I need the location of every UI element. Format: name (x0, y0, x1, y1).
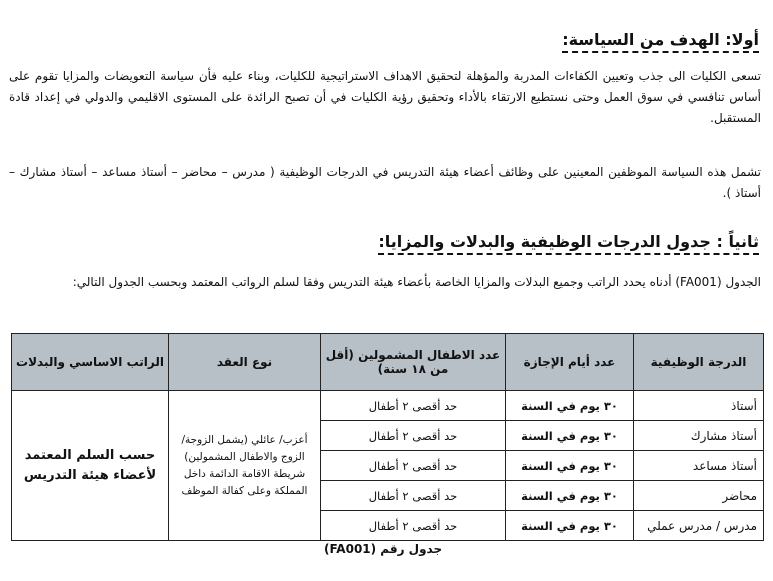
cell-contract-type: أعزب/ عائلي (يشمل الزوجة/الزوج والاطفال المشمولين) شريطة الاقامة الدائمة داخل المملكة وعلى كفالة الموظف (169, 391, 321, 541)
cell-grade: أستاذ مساعد (634, 451, 764, 481)
section2-paragraph: الجدول (FA001) أدناه يحدد الراتب وجميع البدلات والمزايا الخاصة بأعضاء هيئة التدريس وفقا لسلم الرواتب المعتمد وبحسب الجدول التالي: (72, 275, 761, 289)
cell-leave: ٣٠ يوم في السنة (506, 451, 634, 481)
cell-children: حد أقصى ٢ أطفال (321, 421, 506, 451)
cell-grade: أستاذ مشارك (634, 421, 764, 451)
section2-heading: ثانياً : جدول الدرجات الوظيفية والبدلات والمزايا: (378, 232, 759, 255)
table-caption: جدول رقم (FA001) (324, 542, 443, 556)
section1-heading: أولا: الهدف من السياسة: (562, 30, 759, 53)
header-salary: الراتب الاساسي والبدلات (12, 334, 169, 391)
header-children: عدد الاطفال المشمولين (أقل من ١٨ سنة) (321, 334, 506, 391)
cell-leave: ٣٠ يوم في السنة (506, 511, 634, 541)
table-row (12, 391, 764, 421)
header-grade: الدرجة الوظيفية (634, 334, 764, 391)
cell-leave: ٣٠ يوم في السنة (506, 421, 634, 451)
header-contract: نوع العقد (169, 334, 321, 391)
cell-children: حد أقصى ٢ أطفال (321, 481, 506, 511)
cell-leave: ٣٠ يوم في السنة (506, 481, 634, 511)
cell-children: حد أقصى ٢ أطفال (321, 391, 506, 421)
section1-paragraph2: تشمل هذه السياسة الموظفين المعينين على وظائف أعضاء هيئة التدريس في الدرجات الوظيفية ( مدرس – محاضر – أستاذ مساعد – أستاذ مشارك – أستاذ ). (9, 165, 761, 200)
cell-leave: ٣٠ يوم في السنة (506, 391, 634, 421)
header-leave: عدد أيام الإجازة (506, 334, 634, 391)
cell-grade: محاضر (634, 481, 764, 511)
cell-grade: مدرس / مدرس عملي (634, 511, 764, 541)
cell-salary-note: حسب السلم المعتمد لأعضاء هيئة التدريس (12, 391, 169, 541)
section1-paragraph1: تسعى الكليات الى جذب وتعيين الكفاءات المدربة والمؤهلة لتحقيق الاهداف الاستراتيجية للكليات، وبناء عليه فأن سياسة التعويضات والمزايا تقوم على أساس تنافسي في سوق العمل وحتى نستطيع الارتقاء بالأداء وتحقيق رؤية الكليات في أن تصبح الرائدة على المستوى الاقليمي والدولي في إعداد قادة المستقبل. (9, 69, 761, 125)
cell-grade: أستاذ (634, 391, 764, 421)
grades-table (11, 333, 764, 541)
cell-children: حد أقصى ٢ أطفال (321, 451, 506, 481)
table-header-row (12, 334, 764, 391)
cell-children: حد أقصى ٢ أطفال (321, 511, 506, 541)
